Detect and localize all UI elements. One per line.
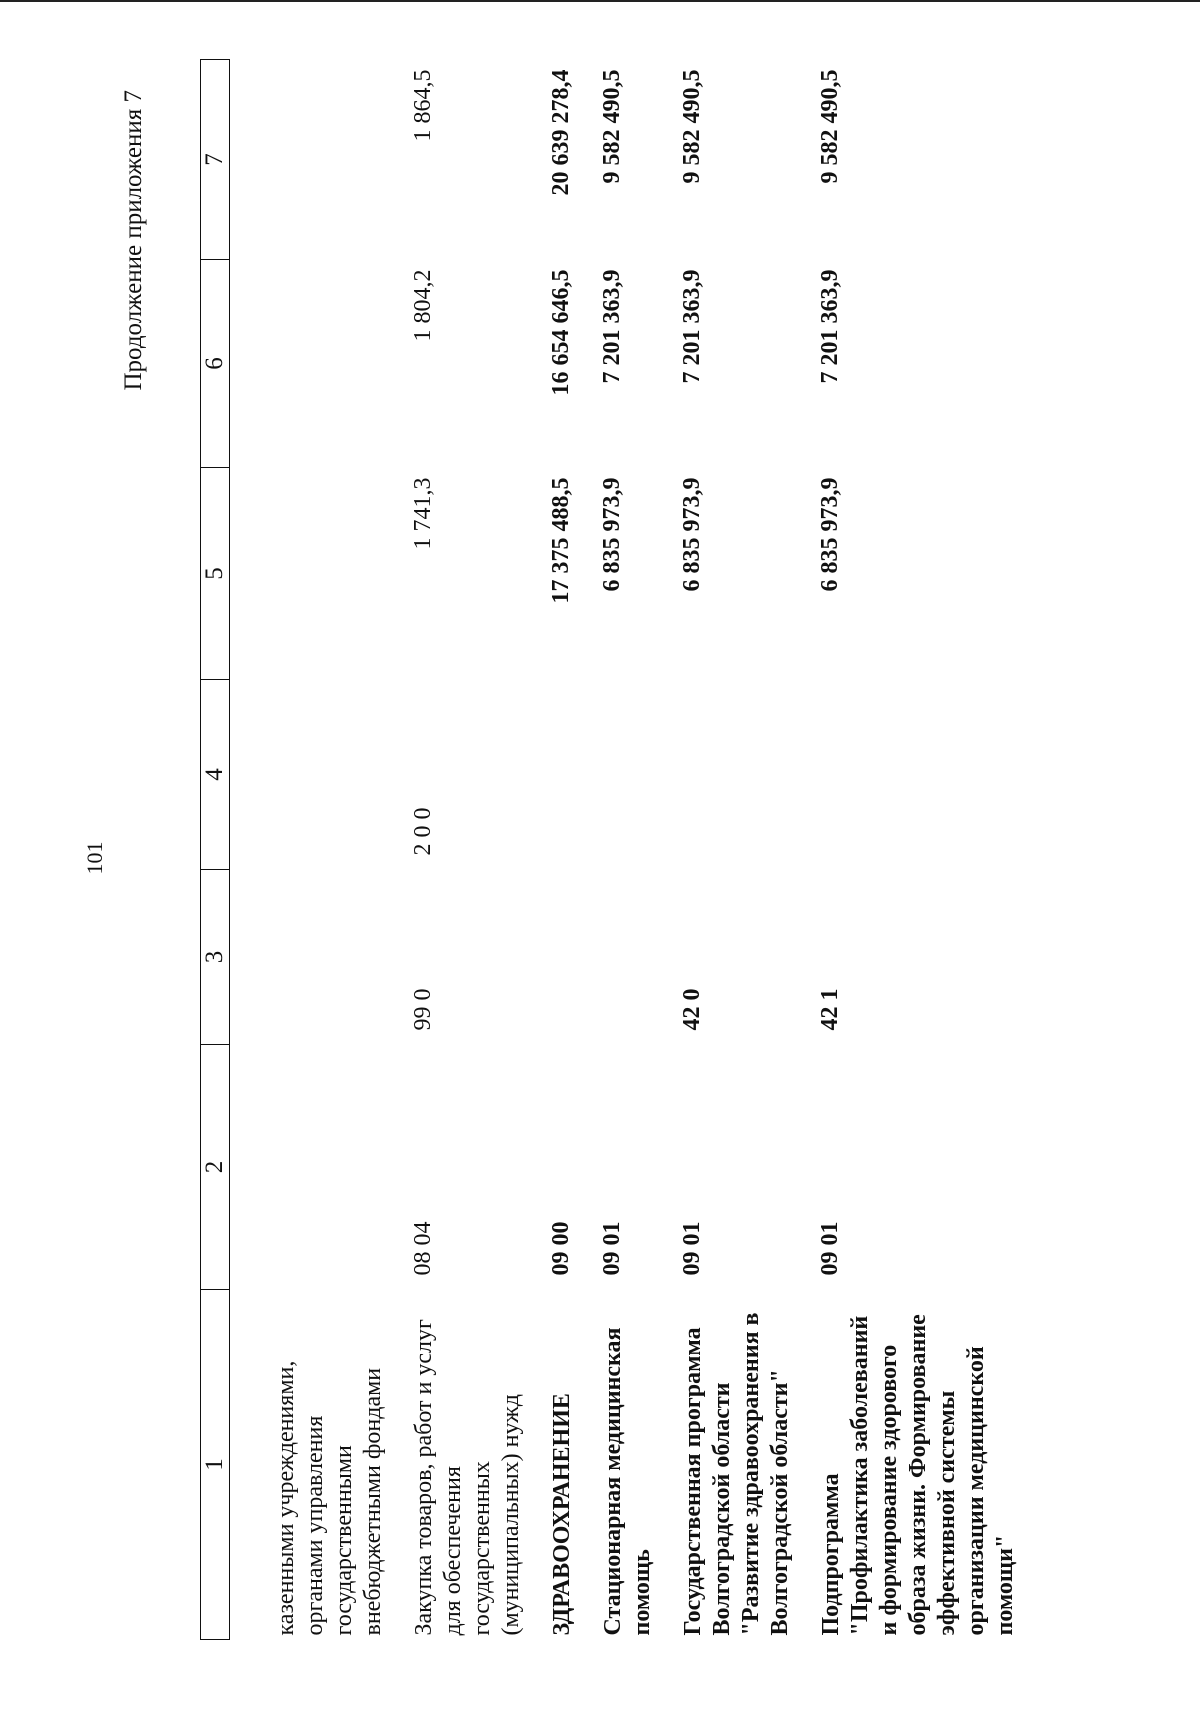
row-value-3: 1 864,5 [410,69,436,142]
table-row [795,60,1020,1640]
row-value-3 [230,60,389,260]
col-header-1: 1 [201,1290,230,1640]
row-target: 99 0 [410,988,436,1031]
row-expense-type [230,680,389,870]
row-value-3: 9 582 490,5 [679,69,705,184]
continuation-label: Продолжение приложения 7 [120,90,147,391]
row-value-2: 7 201 363,9 [817,269,843,384]
scan-edge-line [0,0,1200,2]
row-value-1 [230,468,389,680]
row-name: Подпрограмма "Профилактика заболеваний и формирование здорового образа жизни. Формирование эффективной системы организации медицинской помощи" [818,1314,1018,1636]
row-name: Стационарная медицинская помощь [600,1327,655,1636]
row-target: 42 1 [817,988,843,1031]
row-expense-type [657,680,795,870]
budget-table [200,59,1020,1640]
row-value-3: 9 582 490,5 [817,69,843,184]
row-section: 09 01 [817,1221,843,1276]
col-header-7: 7 [201,60,230,260]
col-header-5: 5 [201,468,230,680]
row-name: Государственная программа Волгоградской области "Развитие здравоохранения в Волгоградской области" [680,1312,793,1636]
row-value-1: 1 741,3 [410,477,436,550]
row-name: Закупка товаров, работ и услуг для обеспечения государственных (муниципальных) нужд [411,1319,524,1636]
row-value-3: 9 582 490,5 [599,69,625,184]
row-target [577,870,657,1045]
col-header-3: 3 [201,870,230,1045]
row-expense-type [577,680,657,870]
row-section: 08 04 [410,1221,436,1276]
col-header-4: 4 [201,680,230,870]
row-name: ЗДРАВООХРАНЕНИЕ [549,1393,575,1636]
row-expense-type [795,680,1020,870]
table-row [526,60,577,1640]
row-expense-type: 2 0 0 [410,807,436,856]
page-number-text: 101 [82,841,107,875]
row-value-2: 16 654 646,5 [548,269,574,396]
row-value-2: 7 201 363,9 [679,269,705,384]
row-section: 09 01 [599,1221,625,1276]
table-row [230,60,389,1640]
table-row [657,60,795,1640]
row-target: 42 0 [679,988,705,1031]
row-expense-type [526,680,577,870]
table-row [577,60,657,1640]
row-target [230,870,389,1045]
row-section [230,1045,389,1290]
row-target [526,870,577,1045]
row-value-1: 6 835 973,9 [817,477,843,592]
row-value-1: 6 835 973,9 [679,477,705,592]
row-section: 09 00 [548,1221,574,1276]
col-header-6: 6 [201,260,230,468]
col-header-2: 2 [201,1045,230,1290]
row-value-3: 20 639 278,4 [548,69,574,196]
header-row [201,60,230,1640]
row-name: казенными учреждениями, органами управления государственными внебюджетными фондами [273,1360,386,1636]
row-value-1: 6 835 973,9 [599,477,625,592]
rotated-page-content [120,60,1180,1680]
row-section: 09 01 [679,1221,705,1276]
table-row [388,60,526,1640]
row-value-2: 7 201 363,9 [599,269,625,384]
row-value-2: 1 804,2 [410,269,436,342]
row-value-2 [230,260,389,468]
row-value-1: 17 375 488,5 [548,477,574,604]
